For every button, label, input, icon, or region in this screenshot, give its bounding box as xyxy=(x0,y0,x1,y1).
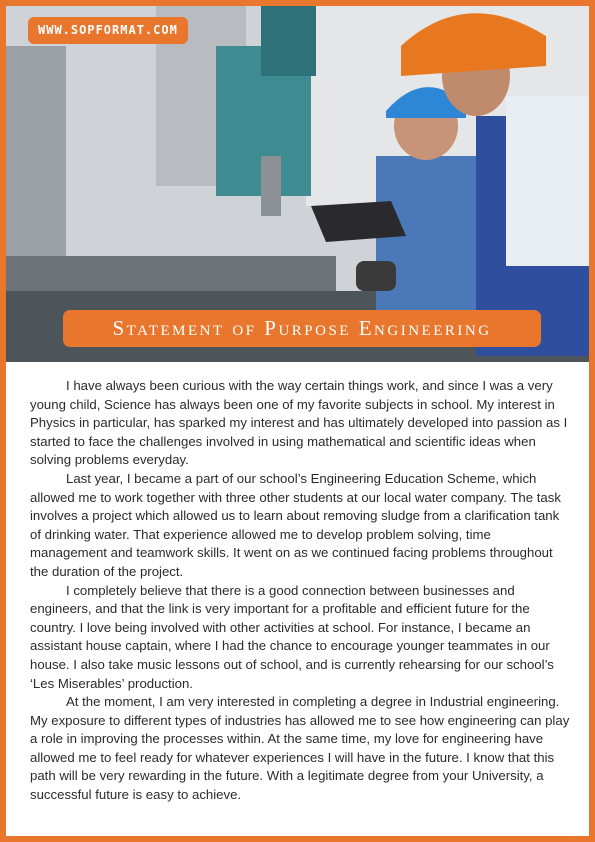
body-text xyxy=(30,377,570,805)
page-title: Statement of Purpose Engineering xyxy=(63,310,541,347)
header-photo xyxy=(6,6,589,362)
site-url-badge: WWW.SOPFORMAT.COM xyxy=(28,17,188,44)
document-page xyxy=(6,6,589,836)
paragraph: I completely believe that there is a good connection between businesses and engineers, and that the link is very important for a profitable and efficient future for the country. I love being involved with other activities at school. For instance, I became an assistant house captain, where I had the chance to encourage younger teammates in our house. I also take music lessons out of school, and is currently rehearsing for our school’s ‘Les Miserables’ production. xyxy=(30,582,554,691)
paragraph: Last year, I became a part of our school’s Engineering Education Scheme, which allowed me to work together with three other students at our local water company. The task involves a project which allowed us to learn about removing sludge from a clarification tank of drinking water. That experience allowed me to develop problem solving, time management and teamwork skills. It went on as we continued facing problems throughout the duration of the project. xyxy=(30,470,561,579)
paragraph: At the moment, I am very interested in completing a degree in Industrial engineering. My exposure to different types of industries has allowed me to see how engineering can play a role in improving the processes within. At the same time, my love for engineering have allowed me to feel ready for whatever experiences I will have in the future. I know that this path will be very rewarding in the future. With a legitimate degree from your University, a successful future is easy to achieve. xyxy=(30,694,570,803)
engineers-at-milling-machine-illustration xyxy=(6,6,589,362)
paragraph: I have always been curious with the way certain things work, and since I was a very young child, Science has always been one of my favorite subjects in school. My interest in Physics in particular, has sparked my interest and has ultimately developed into passion as I started to face the challenges involved in using mathematical and scientific ideas when solving problems everyday. xyxy=(30,378,568,468)
